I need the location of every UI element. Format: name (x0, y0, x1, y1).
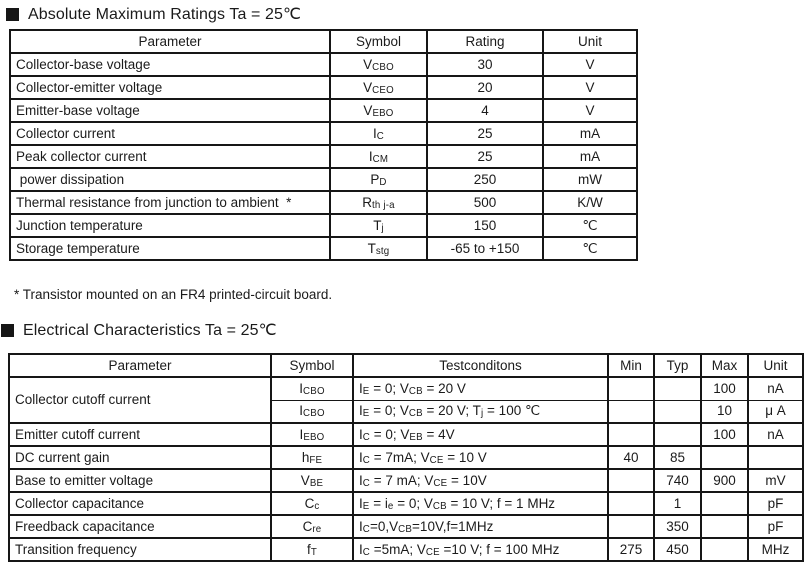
cell-symbol: $V_{BE}$ (271, 469, 353, 492)
column-header: Parameter (9, 354, 271, 377)
table-row (10, 237, 637, 260)
table-row (10, 122, 637, 145)
cell-min (608, 423, 654, 446)
cell-symbol: $f_T$ (271, 538, 353, 561)
table-row (10, 191, 637, 214)
cell-unit: ℃ (543, 214, 637, 237)
cell-max (701, 538, 748, 561)
cell-parameter: Transition frequency (9, 538, 271, 561)
square-bullet-icon (1, 324, 14, 337)
cell-parameter: Freedback capacitance (9, 515, 271, 538)
cell-unit: ℃ (543, 237, 637, 260)
cell-min (608, 515, 654, 538)
cell-symbol: $I_{CBO}$ (271, 400, 353, 423)
table-row (10, 214, 637, 237)
cell-symbol: $V_{CBO}$ (330, 53, 427, 76)
table-row (10, 99, 637, 122)
cell-typ: 350 (654, 515, 701, 538)
column-header: Parameter (10, 30, 330, 53)
cell-parameter: Peak collector current (10, 145, 330, 168)
cell-max (701, 492, 748, 515)
cell-rating: 30 (427, 53, 543, 76)
column-header: Testconditons (353, 354, 608, 377)
cell-unit: nA (748, 423, 803, 446)
table-row (10, 53, 637, 76)
table-row (9, 469, 803, 492)
footnote: * Transistor mounted on an FR4 printed-circuit board. (14, 287, 333, 302)
column-header: Unit (748, 354, 803, 377)
cell-parameter: Collector-base voltage (10, 53, 330, 76)
electrical-characteristics-table (8, 353, 804, 562)
table-row (9, 538, 803, 561)
cell-symbol: $P_D$ (330, 168, 427, 191)
cell-symbol: $I_{CM}$ (330, 145, 427, 168)
section-title: Electrical Characteristics Ta = 25℃ (23, 322, 277, 339)
cell-symbol: $V_{CEO}$ (330, 76, 427, 99)
cell-conditions: $I_E = i_e = 0$; $V_{CB} = 10$ V; f = 1 MHz (353, 492, 608, 515)
cell-unit: K/W (543, 191, 637, 214)
cell-unit: pF (748, 492, 803, 515)
cell-typ: 85 (654, 446, 701, 469)
cell-parameter: Emitter-base voltage (10, 99, 330, 122)
cell-max (701, 446, 748, 469)
cell-min (608, 492, 654, 515)
cell-conditions: $I_C=0,V_{CB}=10V,f=1MHz$ (353, 515, 608, 538)
table-row (10, 76, 637, 99)
cell-symbol: $R_{th j-a}$ (330, 191, 427, 214)
square-bullet-icon (6, 8, 19, 21)
cell-parameter: Base to emitter voltage (9, 469, 271, 492)
cell-rating: -65 to +150 (427, 237, 543, 260)
cell-rating: 500 (427, 191, 543, 214)
table-row (9, 377, 803, 400)
cell-symbol: $V_{EBO}$ (330, 99, 427, 122)
cell-parameter: Collector-emitter voltage (10, 76, 330, 99)
cell-symbol: $T_j$ (330, 214, 427, 237)
column-header: Typ (654, 354, 701, 377)
cell-rating: 20 (427, 76, 543, 99)
cell-symbol: $C_{re}$ (271, 515, 353, 538)
cell-typ: 450 (654, 538, 701, 561)
cell-unit: V (543, 53, 637, 76)
cell-conditions: $I_C = 7$ mA; $V_{CE} = 10V$ (353, 469, 608, 492)
column-header: Symbol (330, 30, 427, 53)
cell-unit: MHz (748, 538, 803, 561)
cell-typ (654, 400, 701, 423)
table-header-row (10, 30, 637, 53)
cell-parameter: power dissipation (10, 168, 330, 191)
cell-unit: pF (748, 515, 803, 538)
cell-conditions: $I_E = 0$; $V_{CB} = 20$ V (353, 377, 608, 400)
cell-parameter: Thermal resistance from junction to ambient * (10, 191, 330, 214)
section-heading-electrical-characteristics (1, 320, 277, 340)
table-row (10, 145, 637, 168)
cell-unit: μ A (748, 400, 803, 423)
cell-typ (654, 377, 701, 400)
cell-unit: mV (748, 469, 803, 492)
column-header: Unit (543, 30, 637, 53)
cell-parameter: Emitter cutoff current (9, 423, 271, 446)
cell-rating: 25 (427, 122, 543, 145)
cell-parameter: Collector current (10, 122, 330, 145)
cell-min (608, 400, 654, 423)
cell-conditions: $I_C =5mA$; $V_{CE} =10$ V; f = 100 MHz (353, 538, 608, 561)
cell-symbol: $T_{stg}$ (330, 237, 427, 260)
cell-conditions: $I_C = 7mA$; $V_{CE} = 10$ V (353, 446, 608, 469)
cell-unit: mW (543, 168, 637, 191)
absolute-maximum-ratings-table (9, 29, 638, 261)
cell-parameter: Junction temperature (10, 214, 330, 237)
cell-max: 900 (701, 469, 748, 492)
cell-parameter: Storage temperature (10, 237, 330, 260)
cell-rating: 150 (427, 214, 543, 237)
cell-max: 10 (701, 400, 748, 423)
table-row (9, 515, 803, 538)
cell-symbol: $C_c$ (271, 492, 353, 515)
section-title: Absolute Maximum Ratings Ta = 25℃ (28, 6, 302, 23)
cell-unit: V (543, 99, 637, 122)
cell-conditions: $I_E = 0$; $V_{CB} = 20$ V; $T_j = 100$ ℃ (353, 400, 608, 423)
cell-max (701, 515, 748, 538)
column-header: Min (608, 354, 654, 377)
cell-symbol: $I_C$ (330, 122, 427, 145)
cell-unit: nA (748, 377, 803, 400)
column-header: Symbol (271, 354, 353, 377)
cell-symbol: $I_{CBO}$ (271, 377, 353, 400)
cell-unit (748, 446, 803, 469)
cell-max: 100 (701, 377, 748, 400)
cell-parameter: Collector cutoff current (9, 377, 271, 423)
table-row (9, 492, 803, 515)
cell-parameter: DC current gain (9, 446, 271, 469)
cell-unit: mA (543, 122, 637, 145)
table-row (9, 423, 803, 446)
cell-min: 275 (608, 538, 654, 561)
cell-typ: 1 (654, 492, 701, 515)
cell-min: 40 (608, 446, 654, 469)
cell-symbol: $I_{EBO}$ (271, 423, 353, 446)
cell-max: 100 (701, 423, 748, 446)
cell-typ: 740 (654, 469, 701, 492)
cell-rating: 4 (427, 99, 543, 122)
cell-unit: V (543, 76, 637, 99)
cell-min (608, 377, 654, 400)
table-header-row (9, 354, 803, 377)
column-header: Rating (427, 30, 543, 53)
cell-rating: 250 (427, 168, 543, 191)
table-row (10, 168, 637, 191)
table-row (9, 446, 803, 469)
cell-rating: 25 (427, 145, 543, 168)
cell-parameter: Collector capacitance (9, 492, 271, 515)
section-heading-absolute-maximum-ratings (6, 4, 301, 24)
cell-min (608, 469, 654, 492)
column-header: Max (701, 354, 748, 377)
cell-typ (654, 423, 701, 446)
cell-symbol: $h_{FE}$ (271, 446, 353, 469)
cell-unit: mA (543, 145, 637, 168)
cell-conditions: $I_C = 0$; $V_{EB} = 4V$ (353, 423, 608, 446)
